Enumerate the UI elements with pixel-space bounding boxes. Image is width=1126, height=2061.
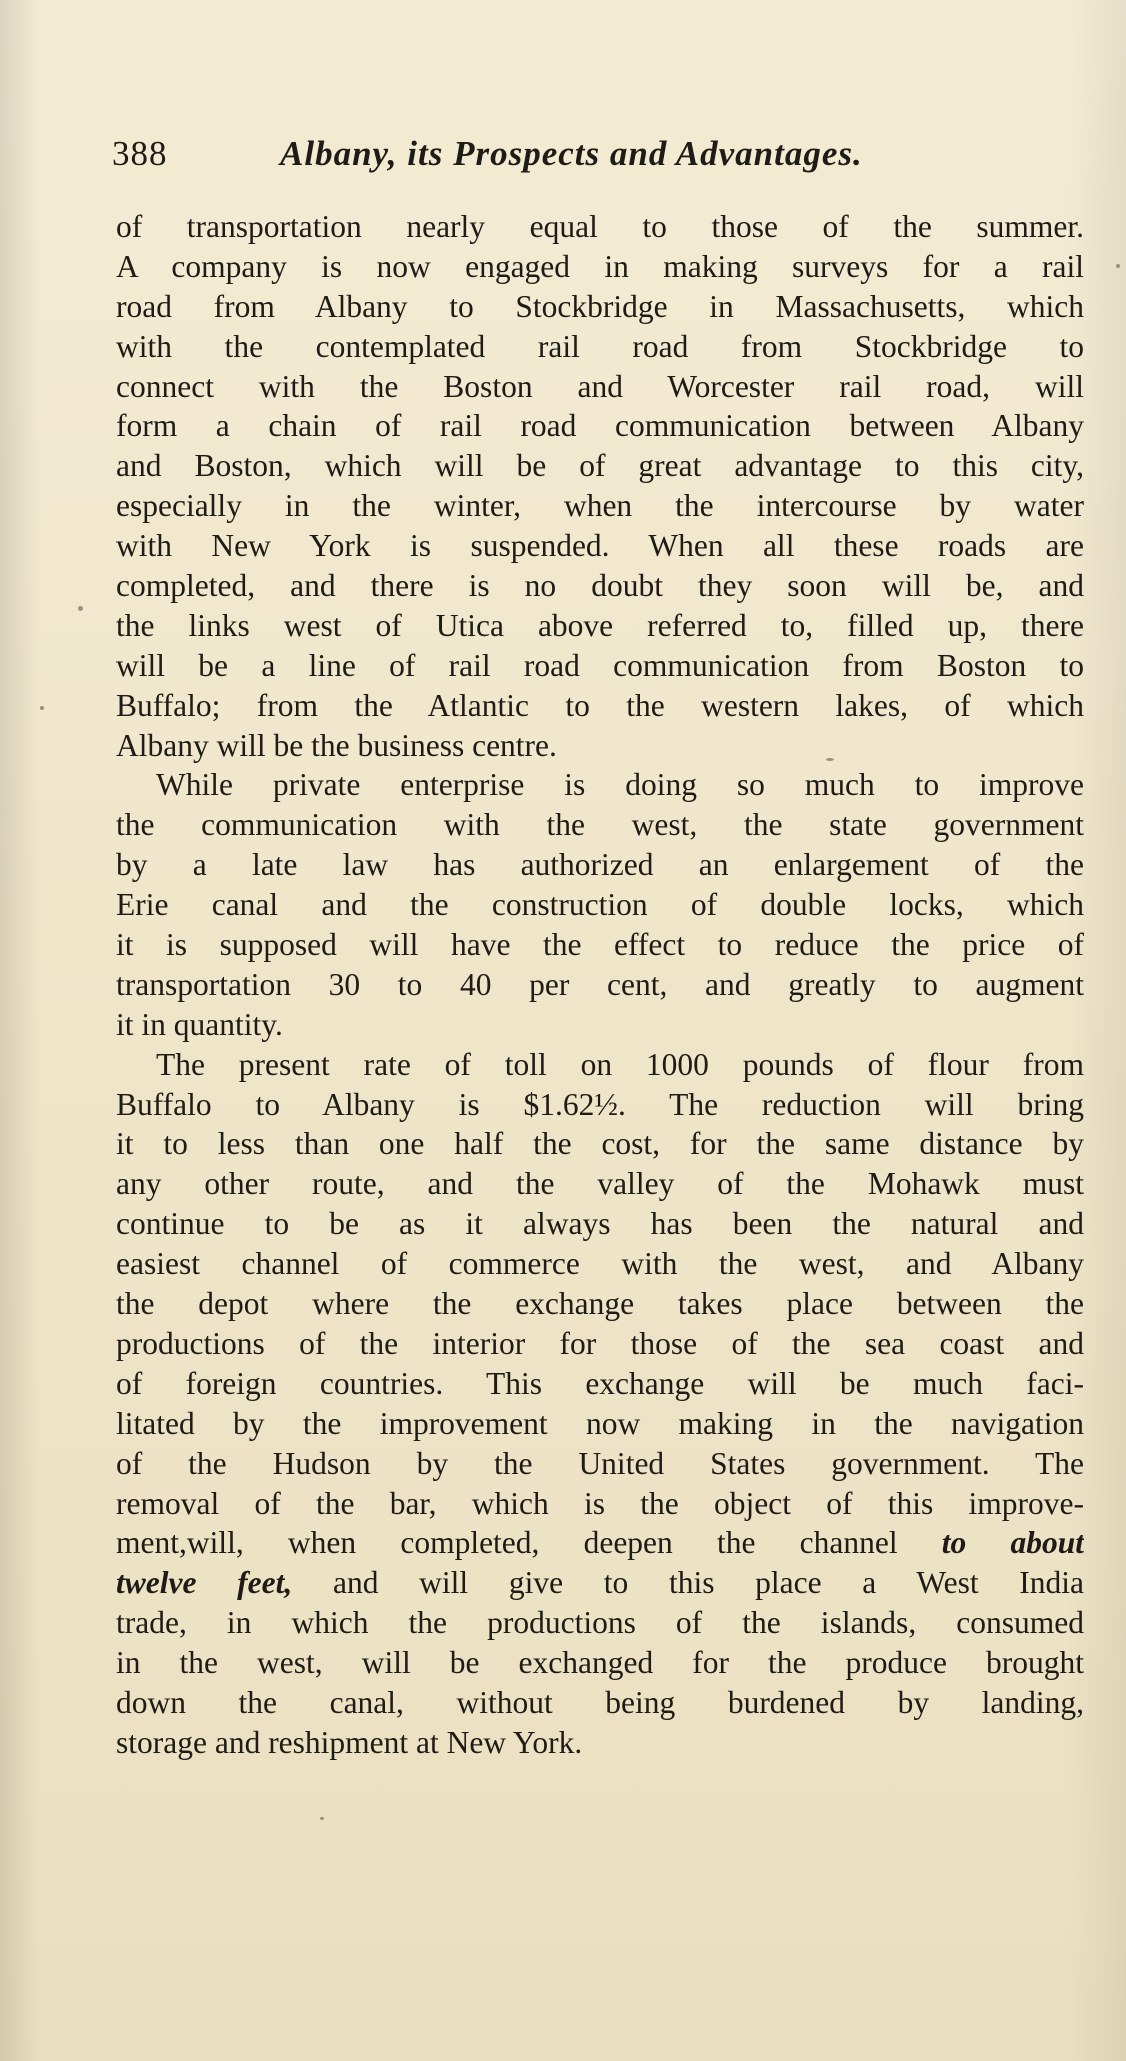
- text-line: of foreign countries. This exchange will be much faci-: [116, 1365, 1084, 1401]
- text-line: trade, in which the productions of the islands, consumed: [116, 1605, 1084, 1641]
- text-line: transportation 30 to 40 per cent, and greatly to augment: [116, 966, 1084, 1002]
- text-line: and Boston, which will be of great advantage to this city,: [116, 448, 1084, 484]
- text-line: the links west of Utica above referred to, filled up, there: [116, 607, 1084, 643]
- text-line: especially in the winter, when the intercourse by water: [116, 488, 1084, 524]
- text-line: Erie canal and the construction of double locks, which: [116, 887, 1084, 923]
- text-line: of the Hudson by the United States government. The: [116, 1445, 1084, 1481]
- paragraph-2: [116, 765, 1084, 1044]
- paper-speck: [320, 1817, 324, 1820]
- italic-phrase-feet: [237, 1565, 1084, 1600]
- text-line: Buffalo to Albany is $1.62½. The reduction will bring: [116, 1086, 1084, 1122]
- text-line: litated by the improvement now making in the navigation: [116, 1405, 1084, 1441]
- italic-phrase: twelve: [116, 1565, 197, 1601]
- text-line: any other route, and the valley of the Mohawk must: [116, 1166, 1084, 1202]
- text-line: in the west, will be exchanged for the produce brought: [116, 1645, 1084, 1681]
- running-title: Albany, its Prospects and Advantages.: [280, 134, 863, 173]
- paper-speck: [1116, 264, 1120, 268]
- text-line: with the contemplated rail road from Stockbridge to: [116, 328, 1084, 364]
- text-line: removal of the bar, which is the object of this improve-: [116, 1485, 1084, 1521]
- paper-speck: [40, 706, 44, 710]
- text-line: the depot where the exchange takes place between the: [116, 1286, 1084, 1322]
- text-line: The present rate of toll on 1000 pounds of flour from: [156, 1046, 1084, 1082]
- page-number: 388: [112, 134, 168, 173]
- text-line: by a late law has authorized an enlargement of the: [116, 847, 1084, 883]
- text-line: it in quantity.: [116, 1006, 283, 1042]
- text-line: it to less than one half the cost, for the same distance by: [116, 1126, 1084, 1162]
- text-line: While private enterprise is doing so much to improve: [156, 767, 1084, 803]
- text-line: Buffalo; from the Atlantic to the western lakes, of which: [116, 687, 1084, 723]
- text-run: ment,will, when completed, deepen the channel: [116, 1525, 942, 1561]
- text-line: completed, and there is no doubt they soon will be, and: [116, 568, 1084, 604]
- paragraph-3: [116, 1045, 1084, 1763]
- text-line: down the canal, without being burdened by landing,: [116, 1684, 1084, 1720]
- text-line: it is supposed will have the effect to reduce the price of: [116, 927, 1084, 963]
- text-line: road from Albany to Stockbridge in Massachusetts, which: [116, 288, 1084, 324]
- italic-word: feet,: [237, 1565, 293, 1601]
- text-line: will be a line of rail road communication from Boston to: [116, 647, 1084, 683]
- italic-phrase: to about: [941, 1525, 1084, 1561]
- text-line-with-italic: [116, 1523, 1084, 1563]
- text-line: of transportation nearly equal to those of the summer.: [116, 209, 1084, 244]
- text-line: Albany will be the business centre.: [116, 727, 557, 763]
- paragraph-1: [116, 207, 1084, 765]
- text-run: [237, 1565, 1084, 1600]
- text-run: and will give to this place a West India: [292, 1565, 1084, 1601]
- text-line-with-italic: [116, 1563, 1084, 1603]
- text-line: productions of the interior for those of the sea coast and: [116, 1325, 1084, 1361]
- text-line: connect with the Boston and Worcester rail road, will: [116, 368, 1084, 404]
- text-line: A company is now engaged in making surveys for a rail: [116, 248, 1084, 284]
- text-line: form a chain of rail road communication between Albany: [116, 408, 1084, 444]
- text-line: with New York is suspended. When all these roads are: [116, 528, 1084, 564]
- text-line: continue to be as it always has been the natural and: [116, 1206, 1084, 1242]
- paper-speck: [78, 606, 83, 611]
- text-line: storage and reshipment at New York.: [116, 1724, 583, 1760]
- paper-speck: [826, 758, 834, 761]
- text-line: easiest channel of commerce with the west, and Albany: [116, 1246, 1084, 1282]
- running-header: [112, 128, 1082, 188]
- text-line: the communication with the west, the state government: [116, 807, 1084, 843]
- body-text: [116, 207, 1084, 1763]
